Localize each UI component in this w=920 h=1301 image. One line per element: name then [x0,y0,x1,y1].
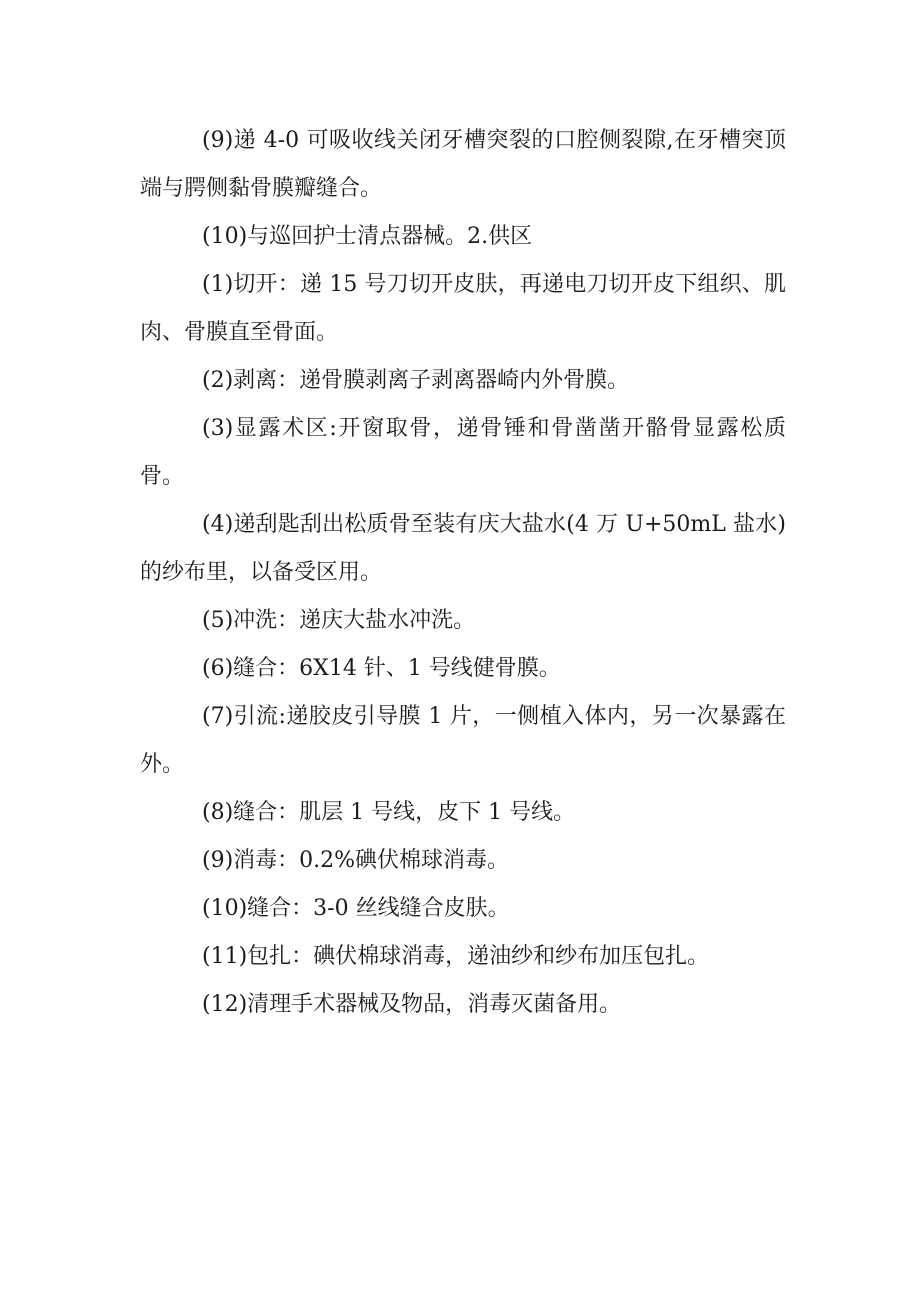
paragraph-donor-step-5-irrigation: (5)冲洗：递庆大盐水冲洗。 [202,608,476,633]
paragraph-donor-step-4-curettage: (4)递刮匙刮出松质骨至装有庆大盐水(4 万 U+50mL 盐水)的纱布里，以备受区用。 [140,512,786,585]
paragraph-donor-step-12-cleanup: (12)清理手术器械及物品，消毒灭菌备用。 [202,992,622,1017]
paragraph-donor-step-8-layer-suture: (8)缝合：肌层 1 号线，皮下 1 号线。 [202,800,576,825]
paragraph-donor-step-7-drainage: (7)引流:递胶皮引导膜 1 片，一侧植入体内，另一次暴露在外。 [140,704,786,777]
paragraph-donor-step-6-periosteum-suture: (6)缝合：6X14 针、1 号线健骨膜。 [202,656,561,681]
paragraph-donor-step-2-stripping: (2)剥离：递骨膜剥离子剥离器崎内外骨膜。 [202,368,630,393]
paragraph-step-10-count-instruments: (10)与巡回护士清点器械。2.供区 [202,224,533,249]
paragraph-step-9-oral-closure: (9)递 4-0 可吸收线关闭牙槽突裂的口腔侧裂隙,在牙槽突顶端与腭侧黏骨膜瓣缝合。 [140,128,786,201]
paragraph-donor-step-3-exposure: (3)显露术区:开窗取骨，递骨锤和骨凿凿开骼骨显露松质骨。 [140,416,786,489]
document-body [140,117,786,1029]
paragraph-donor-step-1-incision: (1)切开：递 15 号刀切开皮肤，再递电刀切开皮下组织、肌肉、骨膜直至骨面。 [140,272,786,345]
paragraph-donor-step-10-skin-suture: (10)缝合：3-0 丝线缝合皮肤。 [202,896,510,921]
paragraph-donor-step-9-disinfection: (9)消毒：0.2%碘伏棉球消毒。 [202,848,510,873]
paragraph-donor-step-11-dressing: (11)包扎：碘伏棉球消毒，递油纱和纱布加压包扎。 [202,944,710,969]
